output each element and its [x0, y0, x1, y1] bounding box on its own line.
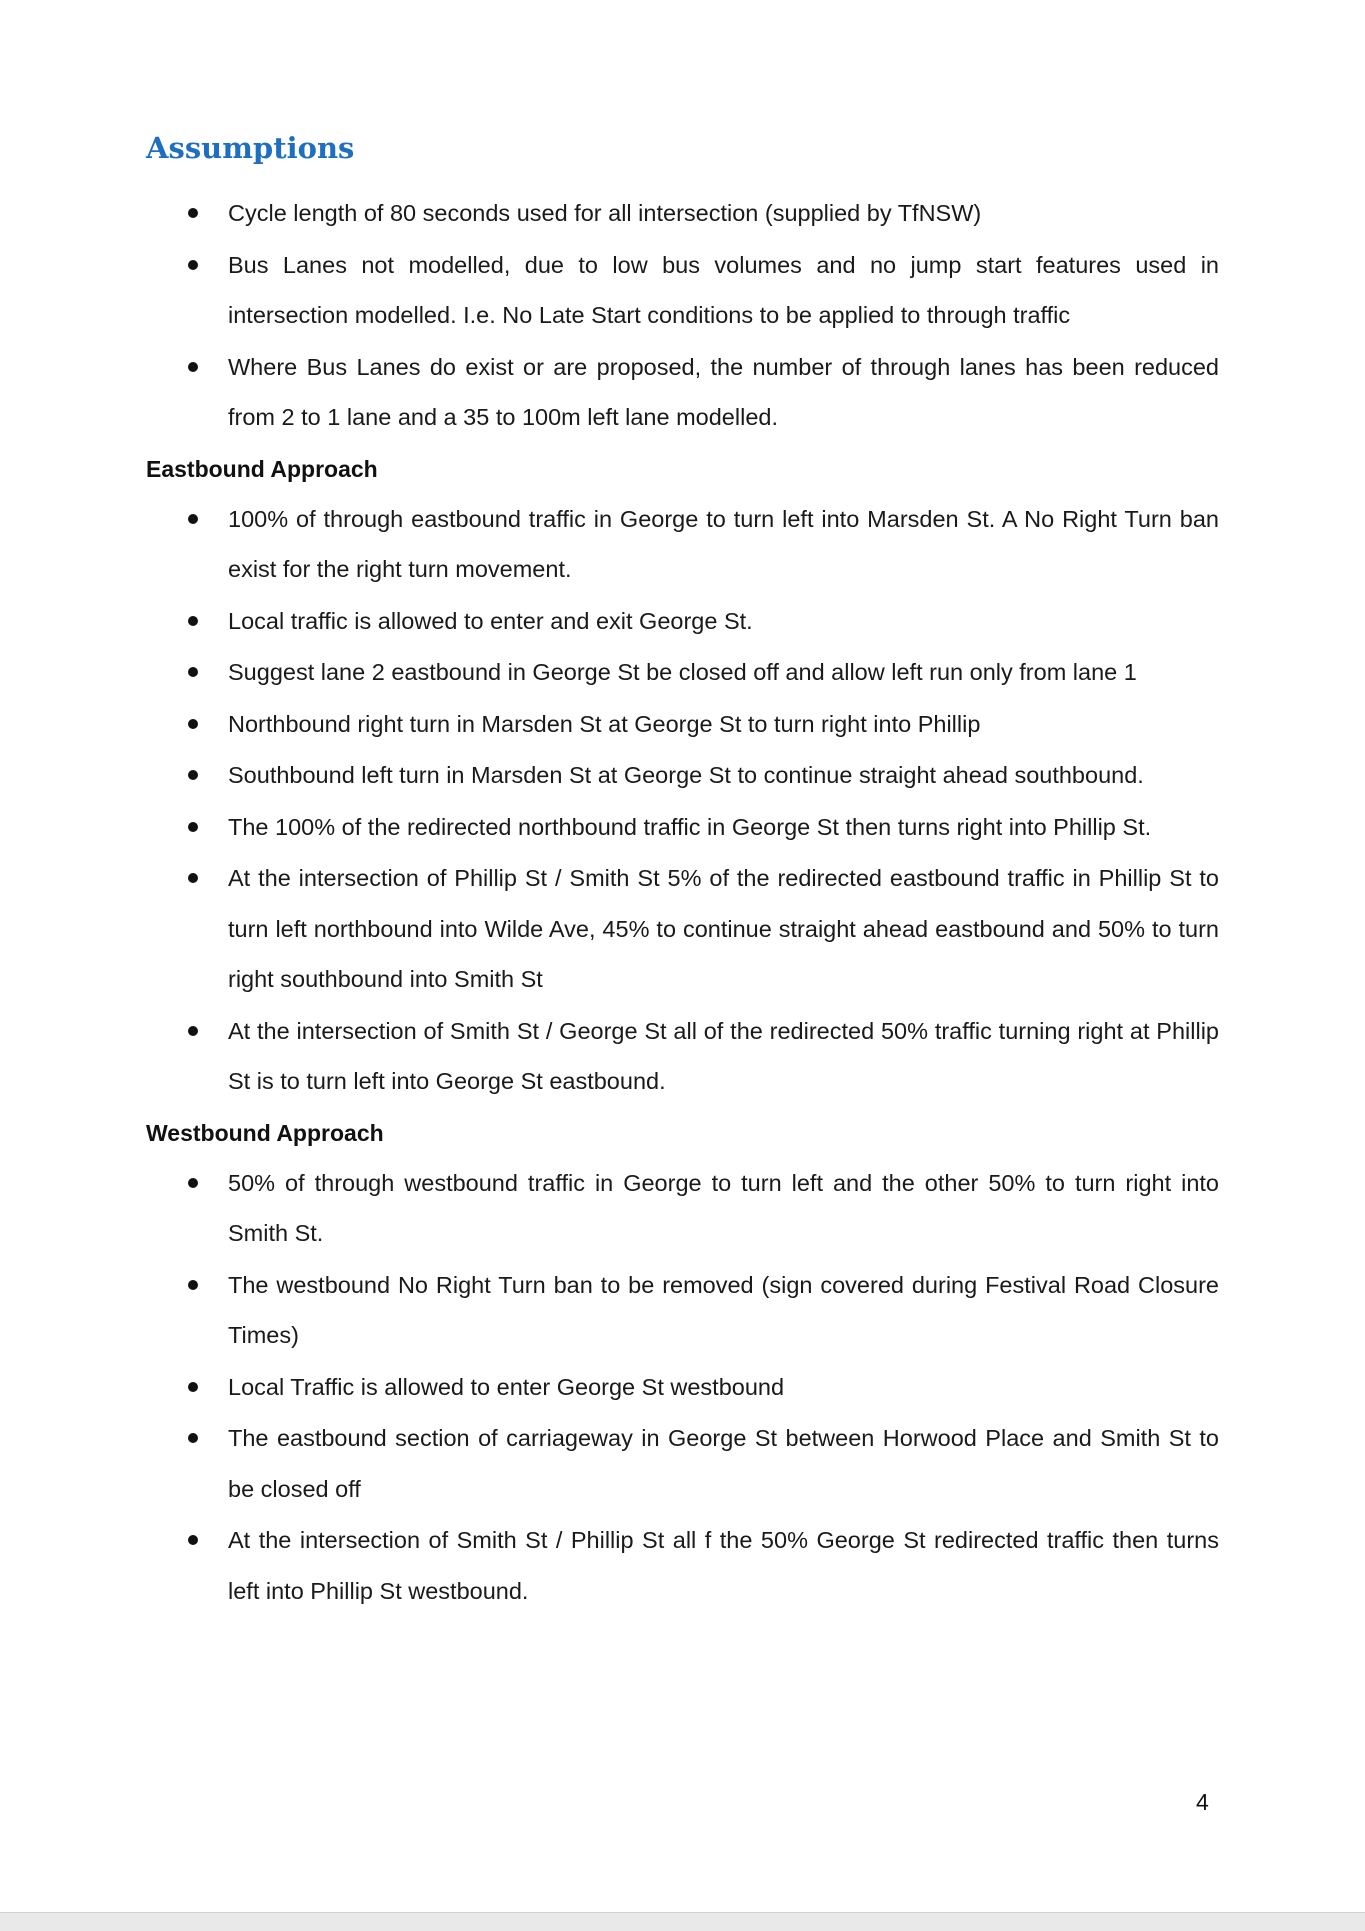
list-item-text: Local Traffic is allowed to enter George St westbound — [228, 1373, 785, 1400]
bullet-icon — [188, 616, 198, 626]
bullet-icon — [188, 719, 198, 729]
list-item — [146, 188, 1219, 239]
westbound-assumptions-list — [146, 1158, 1219, 1617]
list-item-text: The westbound No Right Turn ban to be removed (sign covered during Festival Road Closure Times) — [228, 1271, 1219, 1348]
list-item — [146, 802, 1219, 853]
list-item — [146, 853, 1219, 1005]
list-item — [146, 1158, 1219, 1259]
list-item-text: Where Bus Lanes do exist or are proposed, the number of through lanes has been reduced from 2 to 1 lane and a 35 to 100m left lane modelled. — [228, 353, 1219, 430]
list-item — [146, 240, 1219, 341]
westbound-approach-heading: Westbound Approach — [146, 1119, 384, 1146]
bullet-icon — [188, 208, 198, 218]
list-item-text: 50% of through westbound traffic in George to turn left and the other 50% to turn right into Smith St. — [228, 1169, 1219, 1246]
list-item — [146, 1006, 1219, 1107]
document-body — [146, 188, 1219, 1617]
page-number: 4 — [1196, 1789, 1209, 1815]
list-item — [146, 1515, 1219, 1616]
bullet-icon — [188, 822, 198, 832]
list-item — [146, 494, 1219, 595]
bullet-icon — [188, 362, 198, 372]
list-item-text: Northbound right turn in Marsden St at George St to turn right into Phillip — [228, 710, 981, 737]
list-item — [146, 1362, 1219, 1413]
bullet-icon — [188, 260, 198, 270]
list-item — [146, 1260, 1219, 1361]
bullet-icon — [188, 514, 198, 524]
bullet-icon — [188, 1433, 198, 1443]
list-item-text: Suggest lane 2 eastbound in George St be closed off and allow left run only from lane 1 — [228, 659, 1137, 685]
list-item-text: Southbound left turn in Marsden St at George St to continue straight ahead southbound. — [228, 762, 1144, 788]
section-heading: Assumptions — [146, 131, 355, 165]
bullet-icon — [188, 1026, 198, 1036]
bullet-icon — [188, 1280, 198, 1290]
list-item-text: Bus Lanes not modelled, due to low bus volumes and no jump start features used in intersection modelled. I.e. No Late Start conditions to be applied to through traffic — [228, 251, 1219, 328]
list-item — [146, 1413, 1219, 1514]
bullet-icon — [188, 1535, 198, 1545]
list-item-text: The eastbound section of carriageway in George St between Horwood Place and Smith St to be closed off — [228, 1425, 1219, 1502]
list-item — [146, 750, 1219, 801]
bullet-icon — [188, 667, 198, 677]
bullet-icon — [188, 1178, 198, 1188]
bullet-icon — [188, 873, 198, 883]
list-item — [146, 596, 1219, 647]
general-assumptions-list — [146, 188, 1219, 443]
eastbound-approach-heading: Eastbound Approach — [146, 455, 378, 482]
list-item-text: Local traffic is allowed to enter and exit George St. — [228, 607, 753, 634]
bullet-icon — [188, 1382, 198, 1392]
viewer-bottom-edge — [0, 1912, 1365, 1931]
list-item-text: Cycle length of 80 seconds used for all intersection (supplied by TfNSW) — [228, 200, 982, 226]
list-item-text: The 100% of the redirected northbound traffic in George St then turns right into Phillip St. — [228, 813, 1152, 840]
list-item — [146, 699, 1219, 750]
bullet-icon — [188, 770, 198, 780]
list-item — [146, 647, 1219, 698]
list-item-text: At the intersection of Phillip St / Smith St 5% of the redirected eastbound traffic in Phillip St to turn left northbound into Wilde Ave, 45% to continue straight ahead eastbound and 50% to turn right southbound into Smith St — [228, 865, 1219, 992]
list-item-text: 100% of through eastbound traffic in George to turn left into Marsden St. A No Right Turn ban exist for the right turn movement. — [228, 505, 1219, 582]
list-item-text: At the intersection of Smith St / Phillip St all f the 50% George St redirected traffic then turns left into Phillip St westbound. — [228, 1527, 1219, 1604]
list-item-text: At the intersection of Smith St / George St all of the redirected 50% traffic turning right at Phillip St is to turn left into George St eastbound. — [228, 1017, 1219, 1094]
eastbound-assumptions-list — [146, 494, 1219, 1107]
list-item — [146, 342, 1219, 443]
